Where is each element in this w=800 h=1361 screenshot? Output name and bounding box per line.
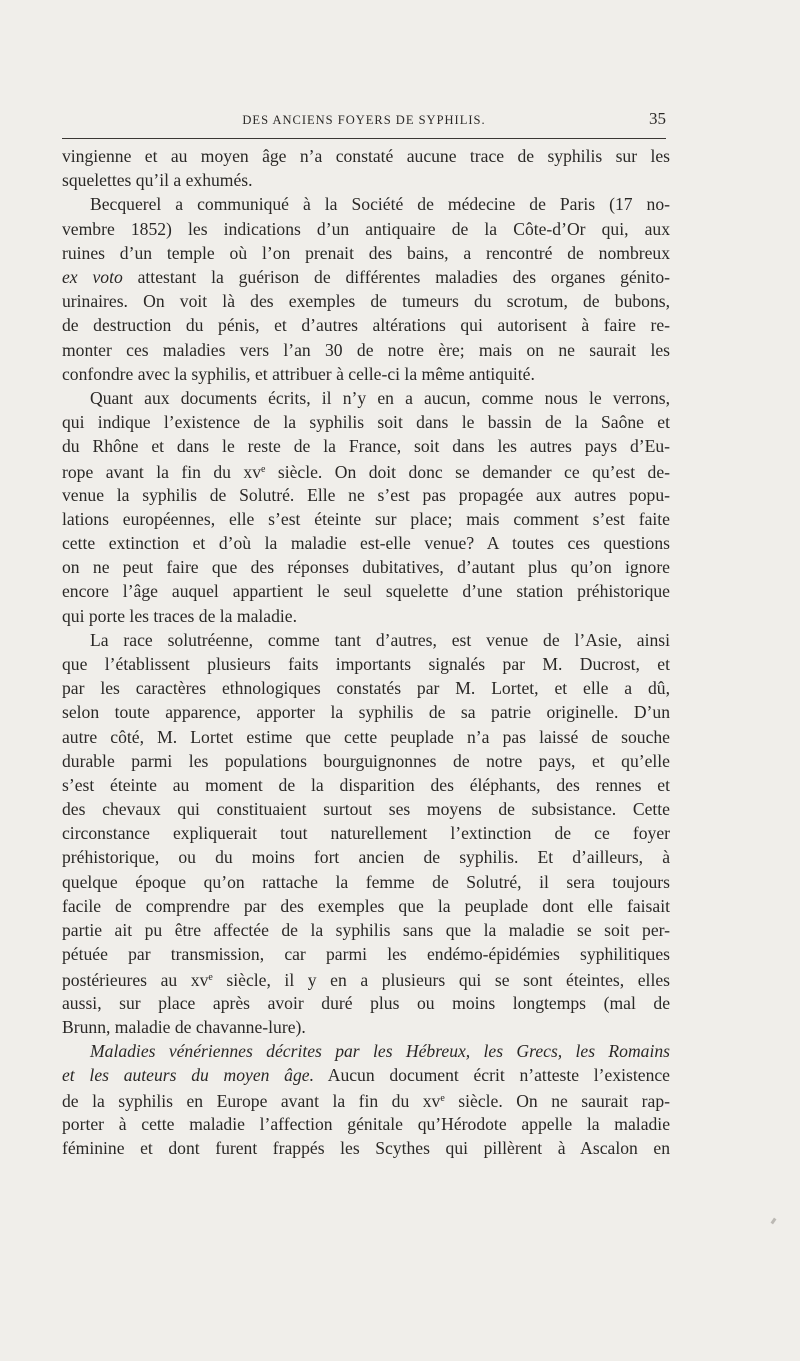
text-line: cette extinction et d’où la maladie est-elle venue? A toutes ces questions (62, 533, 670, 553)
text-line: et les auteurs du moyen âge. Aucun document écrit n’atteste l’existence (62, 1065, 670, 1086)
text-line: porter à cette maladie l’affection génitale qu’Hérodote appelle la maladie (62, 1113, 670, 1134)
text-line: encore l’âge auquel appartient le seul squelette d’une station préhistorique (62, 581, 670, 602)
text-line: Quant aux documents écrits, il n’y en a aucun, comme nous le verrons, (90, 387, 670, 408)
text-line: qui indique l’existence de la syphilis soit dans le bassin de la Saône et (62, 412, 670, 433)
text-line: que l’établissent plusieurs faits importants signalés par M. Ducrost, et (62, 653, 670, 674)
italic-term: ex voto (62, 266, 123, 287)
text-line: urinaires. On voit là des exemples de tumeurs du scrotum, de bubons, (62, 291, 670, 312)
text-line: pétuée par transmission, car parmi les endémo-épidémies syphilitiques (62, 944, 670, 965)
text-line: facile de comprendre par des exemples que la peuplade dont elle faisait (62, 895, 670, 916)
text-line: lations européennes, elle s’est éteinte sur place; mais comment s’est faite (62, 508, 670, 529)
text-line: monter ces maladies vers l’an 30 de notre ère; mais on ne saurait les (62, 339, 670, 360)
text-line: quelque époque qu’on rattache la femme de Solutré, il sera toujours (62, 871, 670, 892)
text-line: ruines d’un temple où l’on prenait des bains, a rencontré de nombreux (62, 242, 670, 263)
text-line: vembre 1852) les indications d’un antiquaire de la Côte-d’Or qui, aux (62, 218, 670, 239)
text-line: ex voto attestant la guérison de différentes maladies des organes génito- (62, 266, 670, 287)
text-line: de la syphilis en Europe avant la fin du $xv^e$ siècle. On ne saurait rap- (62, 1091, 670, 1112)
text-line: aussi, sur place après avoir duré plus ou moins longtemps (mal de (62, 992, 670, 1013)
text-line: des chevaux qui constituaient surtout ses moyens de subsistance. Cette (62, 799, 670, 820)
text-line: vingienne et au moyen âge n’a constaté aucune trace de syphilis sur les (62, 146, 670, 166)
text-line: Brunn, maladie de chavanne-lure). (62, 1016, 306, 1037)
text-line: squelettes qu’il a exhumés. (62, 170, 253, 191)
text-line: circonstance expliquerait tout naturellement l’extinction de ce foyer (62, 823, 670, 844)
text-line: autre côté, M. Lortet estime que cette peuplade n’a pas laissé de souche (62, 726, 670, 747)
header-rule (62, 138, 666, 139)
text-line: de destruction du pénis, et d’autres altérations qui autorisent à faire re- (62, 315, 670, 336)
text-line: s’est éteinte au moment de la disparition des éléphants, des rennes et (62, 774, 670, 795)
body-text (62, 144, 670, 1160)
running-title: DES ANCIENS FOYERS DE SYPHILIS. (242, 113, 486, 127)
text-line: durable parmi les populations bourguignonnes de notre pays, et qu’elle (62, 750, 670, 771)
section-heading-line: Maladies vénériennes décrites par les Hébreux, les Grecs, les Romains (90, 1040, 670, 1061)
text-line: féminine et dont furent frappés les Scythes qui pillèrent à Ascalon en (62, 1137, 670, 1158)
section-heading-end: et les auteurs du moyen âge. (62, 1065, 314, 1086)
text-line: La race solutréenne, comme tant d’autres, est venue de l’Asie, ainsi (90, 629, 670, 650)
text-line: du Rhône et dans le reste de la France, soit dans les autres pays d’Eu- (62, 436, 670, 457)
text-line: par les caractères ethnologiques constatés par M. Lortet, et elle a dû, (62, 678, 670, 699)
page-number: 35 (649, 109, 666, 128)
text-line: selon toute apparence, apporter la syphilis de sa patrie originelle. D’un (62, 702, 670, 723)
text-line: postérieures au $xv^e$ siècle, il y en a plusieurs qui se sont éteintes, elles (62, 970, 670, 991)
text-line: on ne peut faire que des réponses dubitatives, d’autant plus qu’on ignore (62, 557, 670, 578)
text-line: qui porte les traces de la maladie. (62, 605, 297, 626)
text-line: Becquerel a communiqué à la Société de médecine de Paris (17 no- (90, 194, 670, 215)
text-line: partie ait pu être affectée de la syphilis sans que la maladie se soit per- (62, 920, 670, 940)
text-line: préhistorique, ou du moins fort ancien de syphilis. Et d’ailleurs, à (62, 847, 670, 868)
running-header (62, 109, 666, 131)
paper-speck (771, 1218, 777, 1225)
text-line: venue la syphilis de Solutré. Elle ne s’est pas propagée aux autres popu- (62, 484, 670, 505)
text-line: rope avant la fin du $xv^e$ siècle. On doit donc se demander ce qu’est de- (62, 462, 670, 483)
text-line: confondre avec la syphilis, et attribuer à celle-ci la même antiquité. (62, 363, 535, 384)
